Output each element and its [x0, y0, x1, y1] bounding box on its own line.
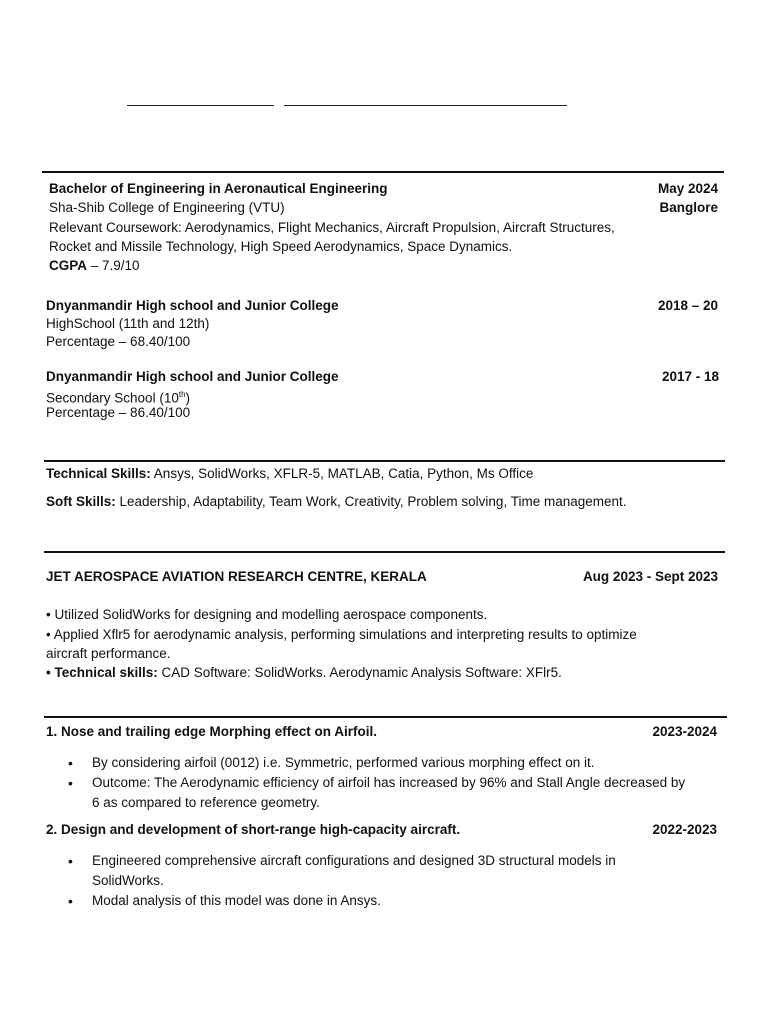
- project-1-years: 2023-2024: [652, 724, 717, 739]
- project-2-bullets: [46, 851, 686, 911]
- projects-divider: [44, 716, 727, 718]
- be-coursework-line-1: Relevant Coursework: Aerodynamics, Flight Mechanics, Aircraft Propulsion, Aircraft Structures,: [49, 220, 615, 235]
- experience-tech-label: • Technical skills:: [46, 665, 158, 680]
- cgpa-label: CGPA: [49, 258, 88, 273]
- hsc-years: 2018 – 20: [657, 298, 718, 313]
- be-college: Sha-Shib College of Engineering (VTU): [49, 200, 285, 215]
- project-1-bullets: [46, 753, 686, 813]
- ssc-level-end: ): [185, 390, 191, 406]
- project-1-bullet-1: • By considering airfoil (0012) i.e. Symmetric, performed various morphing effect on it.: [46, 753, 686, 773]
- experience-org: JET AEROSPACE AVIATION RESEARCH CENTRE, KERALA: [46, 569, 427, 584]
- project-1-bullet-2: • Outcome: The Aerodynamic efficiency of airfoil has increased by 96% and Stall Angle decreased by 6 as compared to reference geometry.: [46, 773, 686, 813]
- ssc-score: Percentage – 86.40/100: [46, 405, 191, 420]
- hsc-school: Dnyanmandir High school and Junior College: [46, 298, 339, 313]
- experience-bullet-2-line-2: aircraft performance.: [46, 646, 171, 661]
- hsc-score: Percentage – 68.40/100: [46, 334, 191, 349]
- be-location: Banglore: [659, 200, 718, 215]
- skills-divider: [44, 460, 725, 462]
- soft-skills-value: Leadership, Adaptability, Team Work, Creativity, Problem solving, Time management.: [115, 494, 627, 509]
- experience-bullet-2-line-1: • Applied Xflr5 for aerodynamic analysis, performing simulations and interpreting results to optimize: [46, 627, 637, 642]
- experience-bullet-1: • Utilized SolidWorks for designing and modelling aerospace components.: [46, 607, 488, 622]
- header-line-left: [127, 105, 274, 106]
- education-divider: [42, 171, 724, 173]
- technical-skills-value: Ansys, SolidWorks, XFLR-5, MATLAB, Catia, Python, Ms Office: [150, 466, 534, 481]
- be-cgpa: [49, 257, 140, 275]
- soft-skills: [46, 493, 627, 511]
- technical-skills: [46, 465, 533, 483]
- ssc-years: 2017 - 18: [661, 369, 719, 384]
- be-coursework-line-2: Rocket and Missile Technology, High Speed Aerodynamics, Space Dynamics.: [49, 239, 513, 254]
- ssc-school: Dnyanmandir High school and Junior College: [46, 369, 339, 384]
- experience-dates: Aug 2023 - Sept 2023: [582, 569, 718, 584]
- cgpa-value: – 7.9/10: [87, 258, 140, 273]
- experience-divider: [44, 551, 725, 553]
- experience-tech-value: CAD Software: SolidWorks. Aerodynamic Analysis Software: XFlr5.: [157, 665, 562, 680]
- project-2-bullet-1: • Engineered comprehensive aircraft configurations and designed 3D structural models in SolidWorks.: [46, 851, 686, 891]
- technical-skills-label: Technical Skills:: [46, 466, 151, 481]
- ssc-level-text: Secondary School (10: [46, 390, 179, 406]
- project-1-title: 1. Nose and trailing edge Morphing effect on Airfoil.: [46, 724, 378, 739]
- be-date: May 2024: [657, 181, 718, 196]
- project-2-bullet-2: • Modal analysis of this model was done in Ansys.: [46, 891, 686, 911]
- project-2-title: 2. Design and development of short-range high-capacity aircraft.: [46, 822, 461, 837]
- header-line-right: [284, 105, 567, 106]
- hsc-level: HighSchool (11th and 12th): [46, 316, 210, 331]
- soft-skills-label: Soft Skills:: [46, 494, 116, 509]
- be-degree: Bachelor of Engineering in Aeronautical Engineering: [49, 181, 388, 196]
- experience-bullet-3: [46, 664, 562, 682]
- project-2-years: 2022-2023: [652, 822, 717, 837]
- ssc-level-sup: th: [178, 390, 186, 399]
